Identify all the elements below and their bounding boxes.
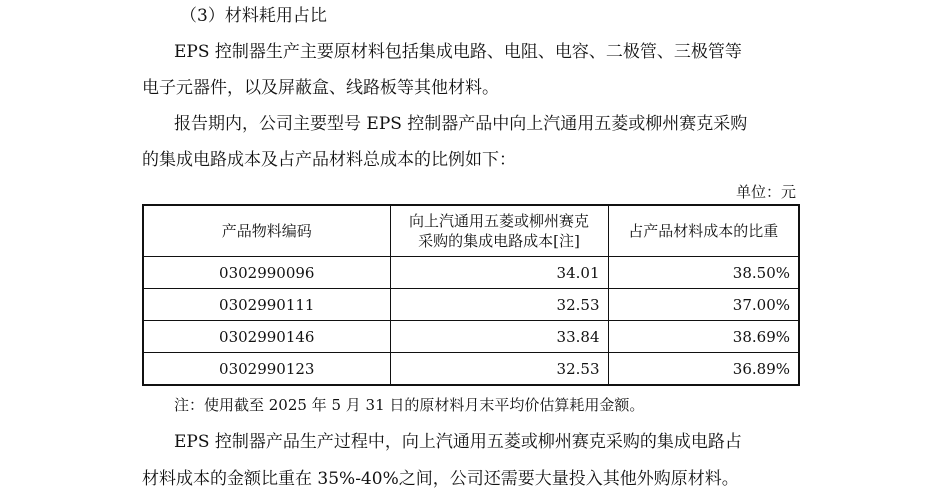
paragraph-2-line-2: 的集成电路成本及占产品材料总成本的比例如下： xyxy=(142,150,516,170)
cost-ratio-table xyxy=(142,204,800,386)
cost-ratio-cell: 37.00% xyxy=(608,289,799,321)
header-ic-cost-line-1: 向上汽通用五菱或柳州赛克 xyxy=(408,212,589,230)
cost-ratio-cell: 38.50% xyxy=(608,257,799,289)
paragraph-3-line-1: EPS 控制器产品生产过程中，向上汽通用五菱或柳州赛克采购的集成电路占 xyxy=(174,432,742,452)
material-code-cell: 0302990123 xyxy=(143,353,390,386)
header-cost-ratio: 占产品材料成本的比重 xyxy=(608,205,799,257)
table-row xyxy=(143,289,799,321)
unit-label: 单位：元 xyxy=(735,183,796,201)
table-row xyxy=(143,257,799,289)
paragraph-2-line-1: 报告期内，公司主要型号 EPS 控制器产品中向上汽通用五菱或柳州赛克采购 xyxy=(174,114,748,134)
cost-ratio-cell: 38.69% xyxy=(608,321,799,353)
header-material-code: 产品物料编码 xyxy=(143,205,390,257)
ic-cost-cell: 33.84 xyxy=(390,321,608,353)
ic-cost-cell: 32.53 xyxy=(390,289,608,321)
material-code-cell: 0302990111 xyxy=(143,289,390,321)
paragraph-1-line-1: EPS 控制器生产主要原材料包括集成电路、电阻、电容、二极管、三极管等 xyxy=(174,42,742,62)
header-ic-cost xyxy=(390,205,608,257)
ic-cost-cell: 32.53 xyxy=(390,353,608,386)
cost-ratio-cell: 36.89% xyxy=(608,353,799,386)
paragraph-1-line-2: 电子元器件，以及屏蔽盒、线路板等其他材料。 xyxy=(142,78,499,98)
table-row xyxy=(143,321,799,353)
table-row xyxy=(143,353,799,386)
material-code-cell: 0302990096 xyxy=(143,257,390,289)
ic-cost-cell: 34.01 xyxy=(390,257,608,289)
paragraph-3-line-2: 材料成本的金额比重在 35%-40%之间，公司还需要大量投入其他外购原材料。 xyxy=(142,469,739,489)
header-ic-cost-line-2: 采购的集成电路成本[注] xyxy=(418,232,580,250)
section-heading: （3）材料耗用占比 xyxy=(180,6,327,26)
table-footnote: 注：使用截至 2025 年 5 月 31 日的原材料月末平均价估算耗用金额。 xyxy=(174,396,645,414)
table-header-row xyxy=(143,205,799,257)
material-code-cell: 0302990146 xyxy=(143,321,390,353)
